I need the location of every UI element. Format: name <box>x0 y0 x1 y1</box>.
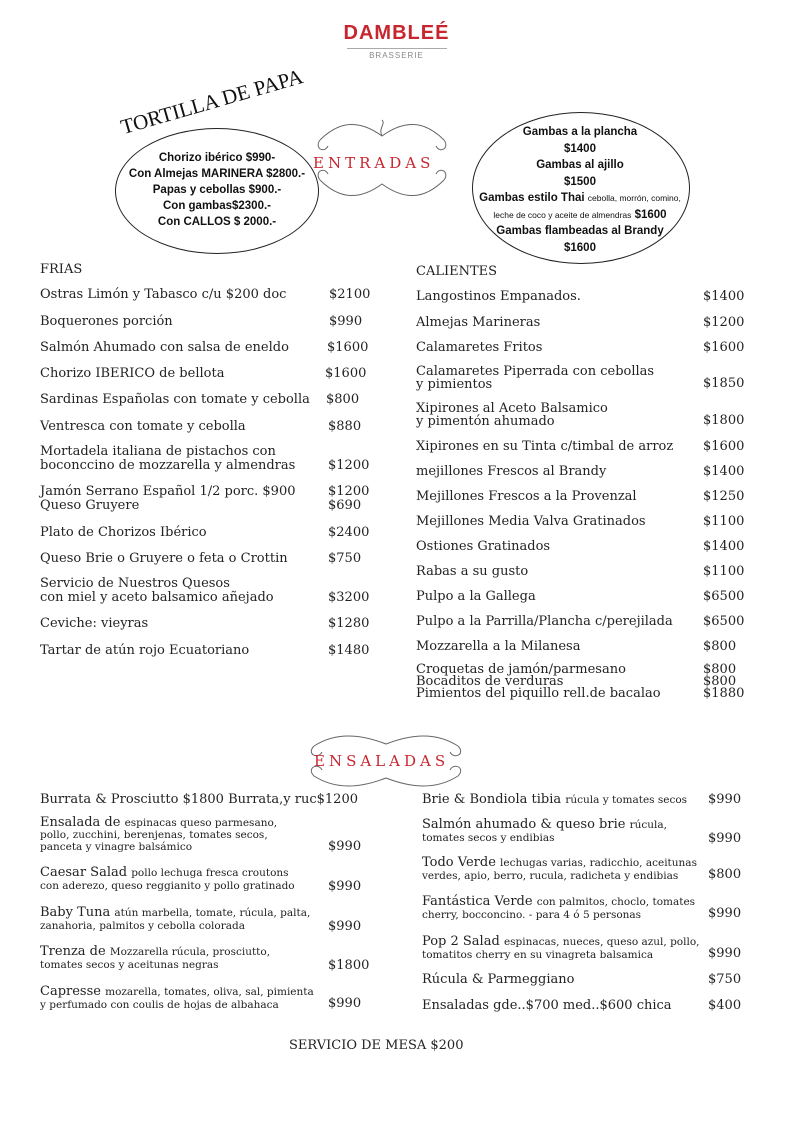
item-price: $1600 <box>325 366 367 381</box>
frias-item <box>40 576 370 605</box>
frias-item <box>40 444 370 473</box>
ensalada-item <box>422 817 742 846</box>
gambas-line: $1400 <box>564 142 596 155</box>
ensalada-item <box>40 865 362 894</box>
ensalada-item <box>40 815 362 854</box>
gambas-line: $1500 <box>564 175 596 188</box>
item-name: Brie & Bondiola tibia <box>422 792 562 807</box>
item-name-3: Pimientos del piquillo rell.de bacalao <box>416 686 661 701</box>
item-price-2: $690 <box>328 498 362 513</box>
item-price: $3200 <box>328 590 370 605</box>
gambas-line: Gambas al ajillo <box>536 159 624 171</box>
calientes-item <box>416 489 745 504</box>
ensaladas-title: ENSALADAS <box>314 752 450 770</box>
calientes-item <box>416 589 745 604</box>
item-name: Almejas Marineras <box>416 315 541 330</box>
item-name: Mortadela italiana de pistachos con <box>40 444 276 459</box>
item-price-2: $800 <box>703 674 737 689</box>
item-name: Pop 2 Salad <box>422 934 500 949</box>
item-name: Fantástica Verde <box>422 894 533 909</box>
item-price: $1400 <box>703 539 745 554</box>
tortilla-line: Chorizo ibérico $990- <box>158 152 276 164</box>
item-name: Calamaretes Fritos <box>416 340 543 355</box>
item-name: mejillones Frescos al Brandy <box>416 464 607 479</box>
item-price: $1600 <box>703 340 745 355</box>
item-desc-2: cherry, bocconcino. - para 4 ó 5 personas <box>422 909 642 921</box>
ensalada-item <box>422 998 742 1013</box>
gambas-thai <box>472 190 688 207</box>
item-name: Jamón Serrano Español 1/2 porc. $900 <box>40 484 296 499</box>
item-name-2: con miel y aceto balsamico añejado <box>40 590 274 605</box>
item-price: $1200 <box>328 458 370 473</box>
calientes-item <box>416 401 745 429</box>
frias-title: FRIAS <box>40 262 83 277</box>
item-price: $6500 <box>703 614 745 629</box>
tortilla-line: Papas y cebollas $900.- <box>152 184 282 196</box>
item-price: $990 <box>328 879 362 894</box>
tortilla-line: Con Almejas MARINERA $2800.- <box>128 168 306 180</box>
item-price: $2100 <box>329 287 371 302</box>
item-name-2: boconccino de mozzarella y almendras <box>40 458 296 473</box>
item-price: $6500 <box>703 589 745 604</box>
item-price: $990 <box>328 996 362 1011</box>
calientes-item <box>416 662 745 701</box>
calientes-item <box>416 289 745 304</box>
item-price: $990 <box>328 839 362 854</box>
item-name: Ostiones Gratinados <box>416 539 551 554</box>
item-name: Tartar de atún rojo Ecuatoriano <box>40 643 250 658</box>
item-name: Salmón ahumado & queso brie <box>422 817 626 832</box>
item-name: Plato de Chorizos Ibérico <box>40 525 207 540</box>
ensalada-item <box>422 855 742 883</box>
calientes-item <box>416 315 745 330</box>
item-desc: espinacas, nueces, queso azul, pollo, <box>503 936 700 948</box>
item-name: Burrata & Prosciutto $1800 Burrata,y ruc <box>40 792 317 807</box>
item-desc-2: zanahoria, palmitos y cebolla colorada <box>40 920 245 932</box>
item-price: $800 <box>708 867 742 882</box>
frias-item <box>40 643 370 658</box>
item-price-3: $1880 <box>703 686 745 701</box>
calientes-item <box>416 340 745 355</box>
logo-divider <box>347 48 447 49</box>
frias-item <box>40 551 362 566</box>
gambas-list <box>472 124 688 256</box>
gambas-line: Gambas a la plancha <box>522 126 638 138</box>
frias-item <box>40 366 367 381</box>
calientes-title: CALIENTES <box>416 264 498 279</box>
item-price: $990 <box>708 906 742 921</box>
item-name: Todo Verde <box>422 855 496 870</box>
item-desc: pollo lechuga fresca croutons <box>131 867 289 879</box>
gambas-thai-name: Gambas estilo Thai <box>479 192 585 204</box>
item-price: $1280 <box>328 616 370 631</box>
item-desc: Mozzarella rúcula, prosciutto, <box>109 946 271 958</box>
item-name: Croquetas de jamón/parmesano <box>416 662 626 677</box>
item-price: $400 <box>708 998 742 1013</box>
item-price: $990 <box>708 831 742 846</box>
item-price: $800 <box>703 639 737 654</box>
item-price: $1200 <box>328 484 370 499</box>
ensalada-item <box>40 944 370 973</box>
item-name: Xipirones al Aceto Balsamico <box>416 401 608 416</box>
item-name: Trenza de <box>40 944 106 959</box>
item-price: $750 <box>328 551 362 566</box>
frias-item <box>40 340 369 355</box>
frias-item <box>40 484 370 513</box>
tortilla-list <box>123 150 311 230</box>
item-price: $1800 <box>703 413 745 428</box>
item-name: Ceviche: vieyras <box>40 616 149 631</box>
item-price: $1400 <box>703 464 745 479</box>
item-price: $990 <box>329 314 363 329</box>
item-name: Ensalada de <box>40 815 121 830</box>
item-name: Chorizo IBERICO de bellota <box>40 366 225 381</box>
item-desc: rúcula, <box>629 819 667 831</box>
item-desc-2: con aderezo, queso reggianito y pollo gratinado <box>40 880 295 892</box>
calientes-item <box>416 439 745 454</box>
item-desc: atún marbella, tomate, rúcula, palta, <box>114 907 311 919</box>
item-desc-2: y perfumado con coulis de hojas de albahaca <box>40 999 279 1011</box>
gambas-thai-desc: cebolla, morrón, comino, <box>587 193 681 203</box>
item-desc-3: panceta y vinagre balsámico <box>40 841 193 853</box>
item-price: $990 <box>708 792 742 807</box>
item-name: Sardinas Españolas con tomate y cebolla <box>40 392 310 407</box>
frias-item <box>40 525 370 540</box>
item-price: $990 <box>328 919 362 934</box>
item-name: Capresse <box>40 984 101 999</box>
entradas-title: ENTRADAS <box>313 154 435 172</box>
item-name: Baby Tuna <box>40 905 111 920</box>
item-price: $1400 <box>703 289 745 304</box>
item-price: $2400 <box>328 525 370 540</box>
frias-item <box>40 314 363 329</box>
item-price: $800 <box>326 392 360 407</box>
item-name: Rúcula & Parmeggiano <box>422 972 575 987</box>
frias-item <box>40 392 360 407</box>
item-price: $750 <box>708 972 742 987</box>
calientes-item <box>416 639 737 654</box>
item-name: Caesar Salad <box>40 865 128 880</box>
item-price: $1480 <box>328 643 370 658</box>
ensalada-item <box>422 894 742 922</box>
brand-name: DAMBLEÉ <box>343 22 450 44</box>
calientes-item <box>416 539 745 554</box>
gambas-thai-price: $1600 <box>634 208 667 221</box>
item-name: Ensaladas gde..$700 med..$600 chica <box>422 998 672 1013</box>
item-name: Salmón Ahumado con salsa de eneldo <box>40 340 289 355</box>
calientes-item <box>416 614 745 629</box>
item-name: Xipirones en su Tinta c/timbal de arroz <box>416 439 674 454</box>
item-name: Mejillones Media Valva Gratinados <box>416 514 646 529</box>
ensalada-item <box>422 972 742 987</box>
item-name: Rabas a su gusto <box>416 564 529 579</box>
item-desc: rúcula y tomates secos <box>565 794 688 806</box>
calientes-item <box>416 564 745 579</box>
item-desc: espinacas queso parmesano, <box>124 817 278 829</box>
gambas-flambe-price: $1600 <box>564 241 596 254</box>
item-name: Ventresca con tomate y cebolla <box>40 419 246 434</box>
item-name: Pulpo a la Parrilla/Plancha c/perejilada <box>416 614 673 629</box>
ensalada-item <box>422 792 742 807</box>
ensalada-item <box>40 792 358 807</box>
frias-item <box>40 287 371 302</box>
calientes-item <box>416 514 745 529</box>
item-name: Langostinos Empanados. <box>416 289 581 304</box>
item-price: $1600 <box>327 340 369 355</box>
item-desc-2: tomatitos cherry en su vinagreta balsamica <box>422 949 654 961</box>
item-desc: lechugas varias, radicchio, aceitunas <box>500 857 697 869</box>
item-desc-2: verdes, apio, berro, rucula, radicheta y endibias <box>422 870 679 882</box>
item-desc-2: tomates secos y endibias <box>422 832 555 844</box>
item-price: $990 <box>708 946 742 961</box>
ensalada-item <box>40 905 362 934</box>
item-name: Queso Brie o Gruyere o feta o Crottin <box>40 551 288 566</box>
item-desc: con palmitos, choclo, tomates <box>536 896 696 908</box>
item-name: Servicio de Nuestros Quesos <box>40 576 230 591</box>
item-name: Pulpo a la Gallega <box>416 589 536 604</box>
frias-item <box>40 616 370 631</box>
item-price: $1850 <box>703 376 745 391</box>
item-desc-2: pollo, zucchini, berenjenas, tomates secos, <box>40 829 268 841</box>
ensalada-item <box>40 984 362 1012</box>
item-desc: mozarella, tomates, oliva, sal, pimienta <box>105 986 314 998</box>
item-desc-2: tomates secos y aceitunas negras <box>40 959 219 971</box>
item-price: $1200 <box>703 315 745 330</box>
item-price: $1100 <box>703 564 745 579</box>
item-price: $880 <box>328 419 362 434</box>
item-price: $1600 <box>703 439 745 454</box>
gambas-thai-line2 <box>472 207 688 224</box>
item-price: $1100 <box>703 514 745 529</box>
tortilla-title-text: TORTILLA DE PAPA <box>118 64 306 140</box>
frias-item <box>40 419 362 434</box>
service-charge: SERVICIO DE MESA $200 <box>289 1038 464 1053</box>
calientes-item <box>416 464 745 479</box>
gambas-flambe: Gambas flambeadas al Brandy <box>496 225 664 237</box>
item-name: Calamaretes Piperrada con cebollas <box>416 364 655 379</box>
item-name: Mejillones Frescos a la Provenzal <box>416 489 637 504</box>
brand-logo <box>0 22 793 60</box>
calientes-item <box>416 364 745 392</box>
item-price: $1250 <box>703 489 745 504</box>
item-name-2: Queso Gruyere <box>40 498 140 513</box>
tortilla-line: Con gambas$2300.- <box>162 200 271 212</box>
item-name: Boquerones porción <box>40 314 173 329</box>
item-name-2: Bocaditos de verduras <box>416 674 564 689</box>
brand-subtitle: BRASSERIE <box>369 51 424 60</box>
gambas-thai-desc2: leche de coco y aceite de almendras <box>493 209 632 220</box>
item-price: $1800 <box>328 958 370 973</box>
item-name: Mozzarella a la Milanesa <box>416 639 581 654</box>
item-name: Ostras Limón y Tabasco c/u $200 doc <box>40 287 287 302</box>
item-price: $800 <box>703 662 737 677</box>
ensalada-item <box>422 934 742 962</box>
item-price: $1200 <box>316 792 358 807</box>
item-name-2: y pimientos <box>416 377 493 392</box>
tortilla-line: Con CALLOS $ 2000.- <box>157 216 277 228</box>
item-name-2: y pimentón ahumado <box>416 414 555 429</box>
